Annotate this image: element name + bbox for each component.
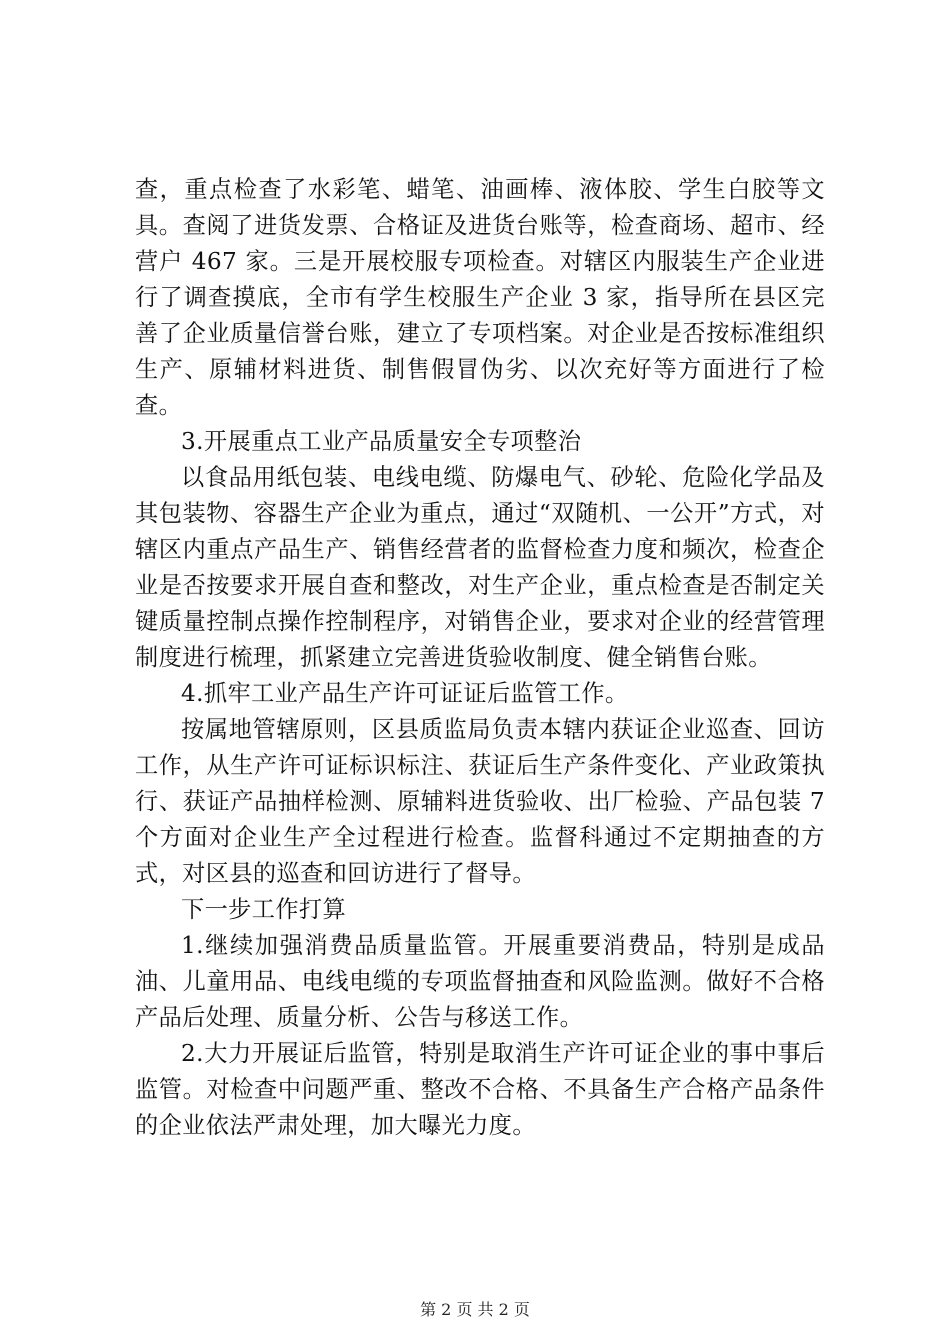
paragraph-section-4: 按属地管辖原则，区县质监局负责本辖内获证企业巡查、回访工作，从生产许可证标识标注、获证后生产条件变化、产业政策执行、获证产品抽样检测、原辅料进货验收、出厂检验、产品包装 7 个方面对企业生产全过程进行检查。监督科通过不定期抽查的方式，对区县的巡查和回访进行了督导。 <box>135 716 825 887</box>
section-heading-next-steps: 下一步工作打算 <box>181 896 347 923</box>
document-body <box>135 172 825 1144</box>
section-heading-3: 3.开展重点工业产品质量安全专项整治 <box>181 428 582 455</box>
page-footer: 第 2 页 共 2 页 <box>420 1300 530 1319</box>
paragraph-section-3: 以食品用纸包装、电线电缆、防爆电气、砂轮、危险化学品及其包装物、容器生产企业为重点，通过“双随机、一公开”方式，对辖区内重点产品生产、销售经营者的监督检查力度和频次，检查企业是否按要求开展自查和整改，对生产企业，重点检查是否制定关键质量控制点操作控制程序，对销售企业，要求对企业的经营管理制度进行梳理，抓紧建立完善进货验收制度、健全销售台账。 <box>135 464 825 671</box>
paragraph-continuation: 查，重点检查了水彩笔、蜡笔、油画棒、液体胶、学生白胶等文具。查阅了进货发票、合格证及进货台账等，检查商场、超市、经营户 467 家。三是开展校服专项检查。对辖区内服装生产企业进行了调查摸底，全市有学生校服生产企业 3 家，指导所在县区完善了企业质量信誉台账，建立了专项档案。对企业是否按标准组织生产、原辅材料进货、制售假冒伪劣、以次充好等方面进行了检查。 <box>135 176 825 419</box>
paragraph-next-step-1: 1.继续加强消费品质量监管。开展重要消费品，特别是成品油、儿童用品、电线电缆的专项监督抽查和风险监测。做好不合格产品后处理、质量分析、公告与移送工作。 <box>135 932 825 1031</box>
section-heading-4: 4.抓牢工业产品生产许可证证后监管工作。 <box>181 680 629 707</box>
paragraph-next-step-2: 2.大力开展证后监管，特别是取消生产许可证企业的事中事后监管。对检查中问题严重、整改不合格、不具备生产合格产品条件的企业依法严肃处理，加大曝光力度。 <box>135 1040 825 1139</box>
